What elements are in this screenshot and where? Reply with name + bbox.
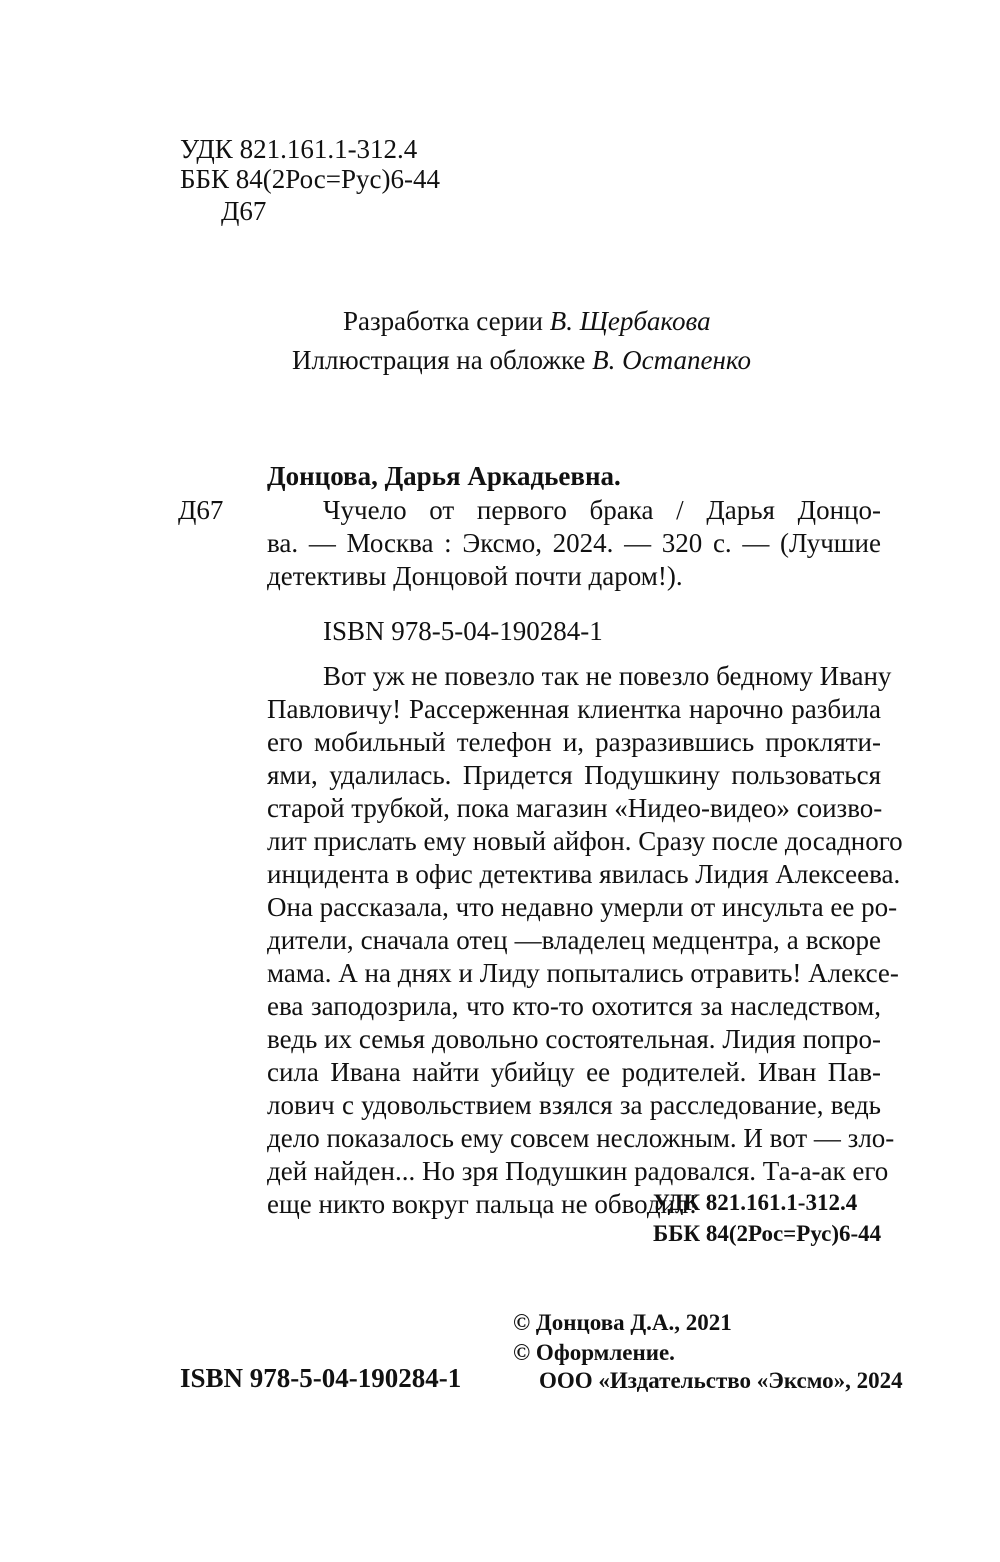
annotation-line: дей найден... Но зря Подушкин радовался. Та-а-ак его: [267, 1156, 889, 1186]
cover-credit-name: В. Остапенко: [592, 345, 751, 375]
annotation-line: Она рассказала, что недавно умерли от инсульта ее ро-: [267, 892, 898, 922]
annotation-line: сила Ивана найти убийцу ее родителей. Иван Пав-: [267, 1057, 881, 1087]
copyright-design: © Оформление.: [513, 1340, 675, 1365]
annotation-line: инцидента в офис детектива явилась Лидия Алексеева.: [267, 859, 901, 889]
annotation-line: ева заподозрила, что кто-то охотится за наследством,: [267, 991, 881, 1021]
bibliography-line: Чучело от первого брака / Дарья Донцо-: [323, 495, 881, 525]
footer-bbk-code: ББК 84(2Рос=Рус)6-44: [653, 1221, 882, 1246]
annotation-line: ями, удалилась. Придется Подушкину пользоваться: [267, 760, 881, 790]
series-credit-name: В. Щербакова: [549, 306, 711, 336]
cover-credit-label: Иллюстрация на обложке: [292, 345, 593, 375]
publisher-copyright: ООО «Издательство «Эксмо», 2024: [539, 1368, 903, 1393]
cover-credit: [292, 344, 751, 376]
annotation-line: лит прислать ему новый айфон. Сразу после досадного: [267, 826, 903, 856]
footer-udk-code: УДК 821.161.1-312.4: [653, 1190, 858, 1215]
annotation-line: старой трубкой, пока магазин «Нидео-видео» соизво-: [267, 793, 883, 823]
annotation-line: лович с удовольствием взялся за расследование, ведь: [267, 1090, 881, 1120]
author-mark: Д67: [221, 196, 267, 226]
bbk-code: ББК 84(2Рос=Рус)6-44: [180, 164, 440, 194]
footer-isbn: ISBN 978-5-04-190284-1: [180, 1363, 462, 1393]
bibliography-isbn: ISBN 978-5-04-190284-1: [323, 616, 603, 646]
annotation-line: Павловичу! Рассерженная клиентка нарочно разбила: [267, 694, 881, 724]
series-credit: [343, 305, 711, 337]
annotation-line: ведь их семья довольно состоятельная. Лидия попро-: [267, 1024, 881, 1054]
annotation-line: его мобильный телефон и, разразившись прокляти-: [267, 727, 881, 757]
annotation-line: еще никто вокруг пальца не обводил!: [267, 1189, 698, 1219]
series-credit-label: Разработка серии: [343, 306, 550, 336]
udk-code: УДК 821.161.1-312.4: [180, 134, 418, 164]
annotation-line: дители, сначала отец —владелец медцентра, а вскоре: [267, 925, 881, 955]
bibliography-line: ва. — Москва : Эксмо, 2024. — 320 с. — (Лучшие: [267, 528, 881, 558]
copyright-author: © Донцова Д.А., 2021: [513, 1310, 732, 1335]
annotation-line: Вот уж не повезло так не повезло бедному Ивану: [323, 661, 892, 691]
annotation-line: мама. А на днях и Лиду попытались отравить! Алексе-: [267, 958, 899, 988]
annotation-line: дело показалось ему совсем несложным. И вот — зло-: [267, 1123, 895, 1153]
bibliography-author-mark: Д67: [178, 495, 224, 525]
bibliography-line: детективы Донцовой почти даром!).: [267, 561, 683, 591]
bibliography-author: Донцова, Дарья Аркадьевна.: [267, 461, 621, 491]
